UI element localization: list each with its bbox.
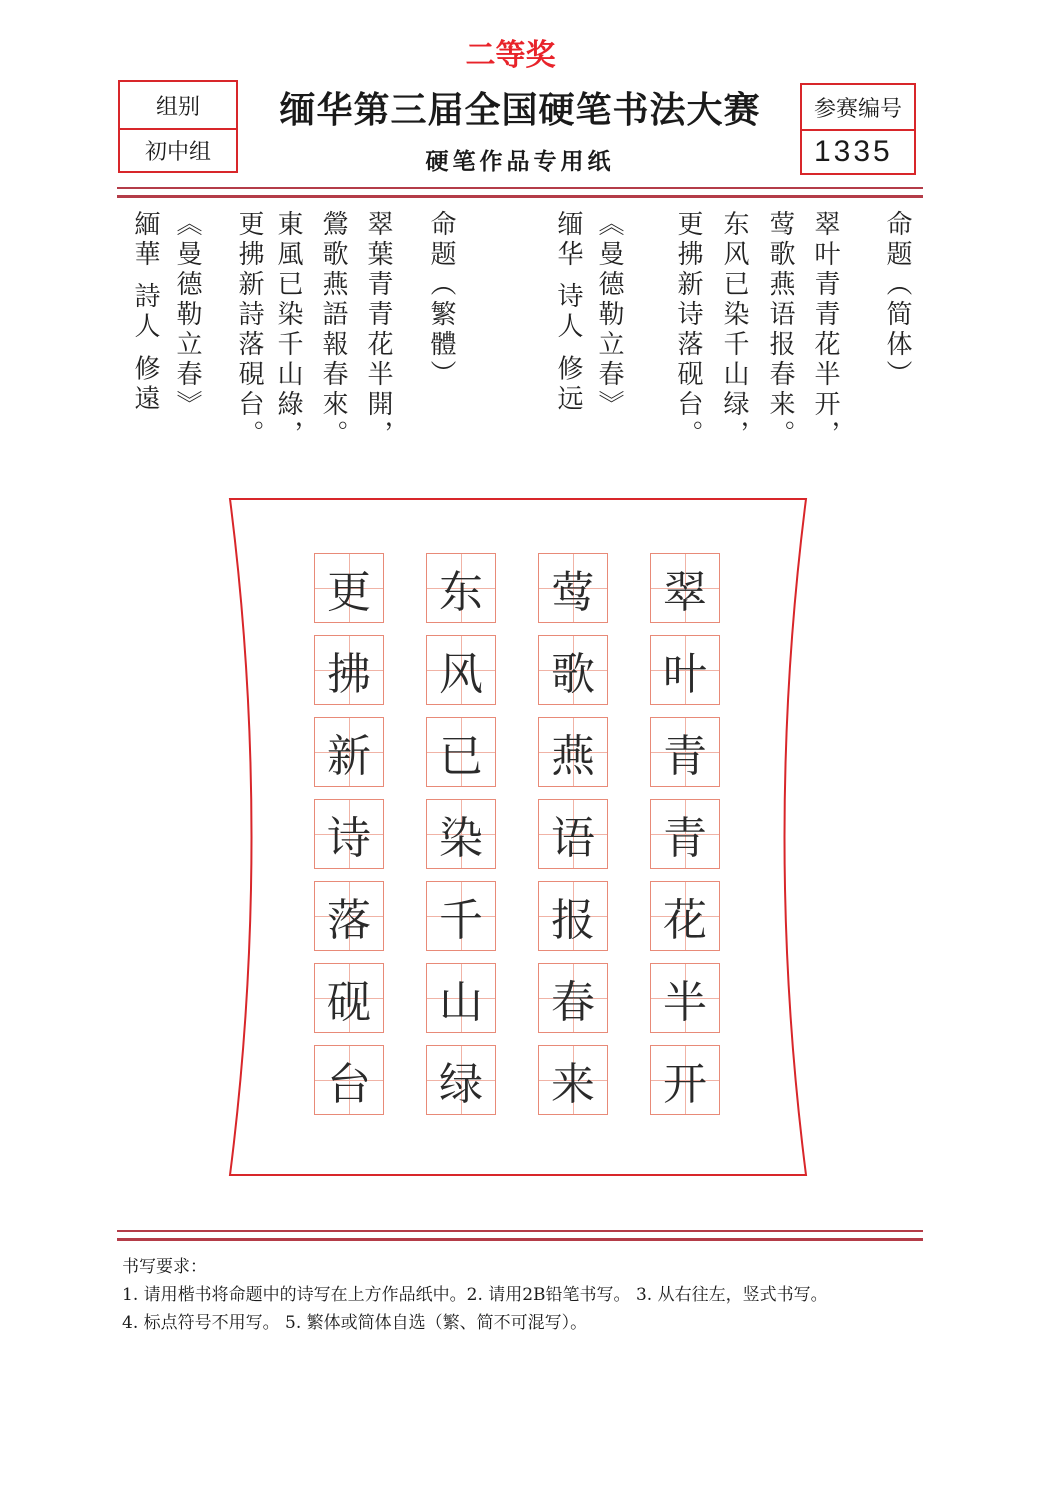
- grid-character: 翠: [663, 567, 707, 618]
- simplified-poem-title: 《曼德勒立春》: [594, 210, 624, 420]
- grid-cell: [650, 799, 720, 869]
- header-rule-top: [117, 187, 923, 189]
- entry-label: 参赛编号: [813, 96, 902, 122]
- grid-character: 已: [439, 731, 483, 782]
- simplified-label: 命题（简体）: [882, 210, 912, 390]
- simplified-line-3: 东风已染千山绿，: [719, 210, 749, 450]
- grid-cell: [314, 881, 384, 951]
- grid-character: 开: [663, 1059, 707, 1110]
- requirements-line-1: 1. 请用楷书将命题中的诗写在上方作品纸中。2. 请用2B铅笔书写。 3. 从右往左，竖式书写。: [122, 1285, 828, 1305]
- grid-cell: [538, 963, 608, 1033]
- grid-character: 歌: [551, 649, 595, 700]
- grid-cell: [314, 553, 384, 623]
- grid-character: 来: [551, 1059, 595, 1110]
- grid-character: 诗: [327, 813, 371, 864]
- grid-character: 山: [439, 977, 483, 1028]
- grid-cell: [314, 635, 384, 705]
- grid-cell: [538, 881, 608, 951]
- grid-cell: [314, 963, 384, 1033]
- grid-cell: [426, 963, 496, 1033]
- traditional-poem-title: 《曼德勒立春》: [172, 210, 202, 420]
- grid-cell: [650, 963, 720, 1033]
- grid-cell: [426, 881, 496, 951]
- grid-character: 叶: [663, 649, 707, 700]
- grid-character: 青: [663, 813, 707, 864]
- grid-cell: [314, 717, 384, 787]
- grid-cell: [538, 717, 608, 787]
- grid-cell: [650, 635, 720, 705]
- grid-cell: [426, 553, 496, 623]
- grid-cell: [314, 1045, 384, 1115]
- grid-character: 绿: [439, 1059, 483, 1110]
- entry-value: 1335: [814, 135, 893, 168]
- simplified-line-1: 翠叶青青花半开，: [810, 210, 840, 450]
- grid-cell: [650, 553, 720, 623]
- grid-cell: [426, 717, 496, 787]
- grid-cell: [538, 635, 608, 705]
- award-label: 二等奖: [465, 39, 556, 72]
- group-value-box: [118, 128, 238, 173]
- page-title: 缅华第三届全国硬笔书法大赛: [279, 89, 761, 131]
- grid-character: 更: [327, 567, 371, 618]
- entry-value-box: [800, 129, 916, 175]
- group-label: 组别: [155, 94, 200, 120]
- group-value: 初中组: [144, 140, 211, 165]
- grid-character: 燕: [551, 731, 595, 782]
- grid-character: 花: [663, 895, 707, 946]
- simplified-line-4: 更拂新诗落砚台。: [673, 210, 703, 450]
- grid-character: 新: [327, 731, 371, 782]
- grid-cell: [650, 1045, 720, 1115]
- footer-rule-bottom: [117, 1238, 923, 1241]
- grid-character: 报: [551, 895, 595, 946]
- grid-cell: [538, 799, 608, 869]
- simplified-author: 缅华 诗人 修远: [553, 210, 583, 415]
- requirements-line-2: 4. 标点符号不用写。 5. 繁体或简体自选（繁、简不可混写）。: [122, 1313, 588, 1333]
- grid-character: 染: [439, 813, 483, 864]
- grid-cell: [314, 799, 384, 869]
- grid-character: 拂: [327, 649, 371, 700]
- requirements-title: 书写要求：: [122, 1257, 207, 1277]
- header-rule-bottom: [117, 195, 923, 198]
- grid-character: 台: [327, 1059, 371, 1110]
- traditional-line-2: 鶯歌燕語報春來。: [318, 210, 348, 450]
- grid-cell: [538, 553, 608, 623]
- grid-character: 东: [439, 567, 483, 618]
- traditional-line-1: 翠葉青青花半開，: [363, 210, 393, 450]
- grid-character: 青: [663, 731, 707, 782]
- grid-cell: [426, 799, 496, 869]
- grid-cell: [538, 1045, 608, 1115]
- grid-character: 砚: [327, 977, 371, 1028]
- grid-cell: [650, 717, 720, 787]
- footer-rule-top: [117, 1230, 923, 1232]
- grid-character: 千: [439, 895, 483, 946]
- simplified-line-2: 莺歌燕语报春来。: [765, 210, 795, 450]
- traditional-label: 命题（繁體）: [426, 210, 456, 390]
- grid-character: 落: [327, 895, 371, 946]
- grid-cell: [650, 881, 720, 951]
- page-subtitle: 硬笔作品专用纸: [425, 148, 615, 175]
- grid-character: 半: [663, 977, 707, 1028]
- traditional-line-3: 東風已染千山綠，: [273, 210, 303, 450]
- grid-character: 春: [551, 977, 595, 1028]
- grid-character: 语: [551, 813, 595, 864]
- traditional-line-4: 更拂新詩落硯台。: [234, 210, 264, 450]
- group-label-box: [118, 80, 238, 130]
- grid-cell: [426, 1045, 496, 1115]
- entry-label-box: [800, 83, 916, 131]
- grid-cell: [426, 635, 496, 705]
- grid-character: 莺: [551, 567, 595, 618]
- traditional-author: 緬華 詩人 修遠: [130, 210, 160, 415]
- grid-character: 风: [439, 649, 483, 700]
